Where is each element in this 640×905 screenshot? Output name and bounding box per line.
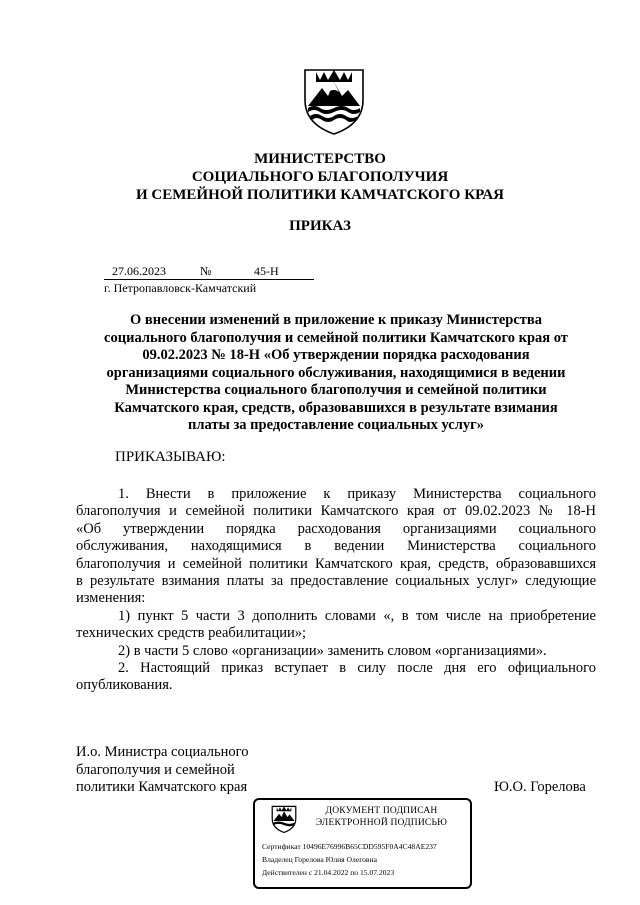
kamchatka-coat-of-arms-icon — [271, 804, 297, 834]
body-line: опубликования. — [76, 677, 173, 694]
decree-word: ПРИКАЗЫВАЮ: — [115, 449, 226, 465]
document-subject — [70, 312, 602, 435]
ministry-line-1: МИНИСТЕРСТВО — [254, 151, 386, 167]
body-line: 2. Настоящий приказ вступает в силу после дня его официального — [118, 659, 596, 676]
body-line: технических средств реабилитации»; — [76, 625, 307, 642]
body-line: 1) пункт 5 части 3 дополнить словами «, в том числе на приобретение — [118, 607, 596, 624]
subject-line: социального благополучия и семейной политики Камчатского края от — [104, 329, 568, 346]
stamp-details — [262, 840, 437, 879]
stamp-certificate: Сертификат 10496E76996B65CDD595F0A4C48AE237 — [262, 842, 437, 851]
signer-title — [76, 744, 249, 797]
document-city: г. Петропавловск-Камчатский — [104, 281, 257, 295]
stamp-validity: Действителен с 21.04.2022 по 15.07.2023 — [262, 868, 395, 877]
subject-line: О внесении изменений в приложение к приказу Министерства — [130, 312, 542, 328]
number-sign: № — [200, 264, 212, 278]
subject-line: Министерства социального благополучия и семейной политики — [125, 382, 547, 398]
stamp-heading — [299, 805, 464, 829]
subject-line: платы за предоставление социальных услуг» — [188, 417, 484, 433]
ministry-line-2: СОЦИАЛЬНОГО БЛАГОПОЛУЧИЯ — [191, 169, 449, 185]
document-date: 27.06.2023 — [112, 264, 166, 278]
subject-line: 09.02.2023 № 18-Н «Об утверждении порядка расходования — [142, 347, 530, 363]
document-meta — [104, 264, 314, 296]
subject-line: организациями социального обслуживания, находящимися в ведении — [106, 364, 566, 381]
ministry-line-3: И СЕМЕЙНОЙ ПОЛИТИКИ КАМЧАТСКОГО КРАЯ — [135, 187, 504, 203]
signer-title-line: политики Камчатского края — [76, 779, 248, 795]
body-line: благополучия и семейной политики Камчатского края, средств, образовавшихся — [76, 555, 596, 572]
body-line: изменения: — [76, 590, 146, 607]
body-line: обслуживания, находящимися в ведении Министерства социального — [76, 538, 596, 555]
document-number: 45-Н — [254, 264, 279, 278]
body-line: благополучия и семейной политики Камчатского края от 09.02.2023 № 18-Н — [76, 503, 596, 520]
subject-line: Камчатского края, средств, образовавшихся в результате взимания — [114, 399, 558, 416]
body-line: в результате взимания платы за предоставление социальных услуг» следующие — [76, 572, 596, 589]
body-line: «Об утверждении порядка расходования организациями социального — [76, 520, 596, 537]
body-line: 2) в части 5 слово «организации» заменить словом «организациями». — [118, 642, 547, 659]
stamp-owner: Владелец Горелова Юлия Олеговна — [262, 855, 377, 864]
document-type: ПРИКАЗ — [289, 218, 351, 234]
signer-title-line: И.о. Министра социального — [76, 744, 249, 760]
body-line: 1. Внести в приложение к приказу Министерства социального — [118, 486, 596, 502]
electronic-signature-stamp — [253, 798, 472, 889]
date-number-row — [104, 264, 314, 280]
signer-title-line: благополучия и семейной — [76, 761, 235, 778]
ministry-name — [0, 150, 640, 204]
kamchatka-coat-of-arms-icon — [302, 66, 366, 136]
stamp-heading-line: ДОКУМЕНТ ПОДПИСАН — [325, 806, 438, 816]
document-body — [76, 486, 596, 695]
stamp-heading-line: ЭЛЕКТРОННОЙ ПОДПИСЬЮ — [315, 818, 448, 828]
signer-name: Ю.О. Горелова — [494, 779, 586, 795]
